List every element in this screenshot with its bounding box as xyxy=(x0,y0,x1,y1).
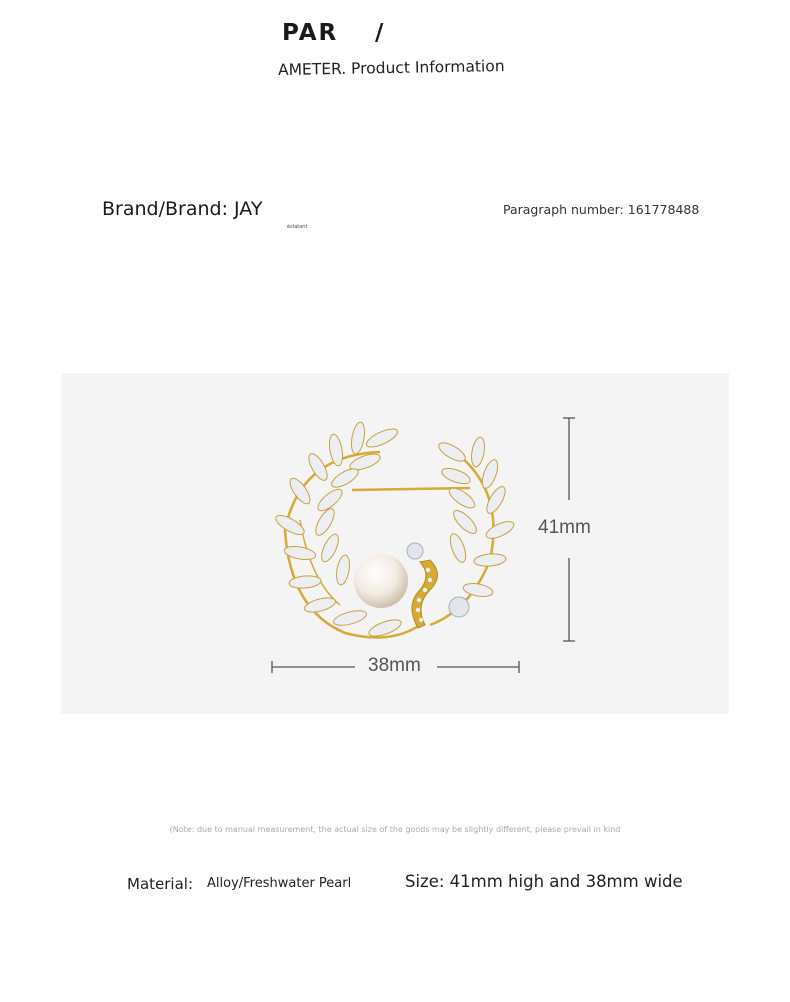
header-title-slash: / xyxy=(375,20,384,46)
gold-twist xyxy=(412,560,438,628)
freshwater-pearl xyxy=(354,554,408,608)
round-crystal xyxy=(449,597,469,617)
material-label: Material: xyxy=(127,875,193,893)
height-dimension-label: 41mm xyxy=(538,517,591,538)
header-subtitle: AMETER. Product Information xyxy=(277,57,505,79)
paragraph-number: Paragraph number: 161778488 xyxy=(503,202,700,217)
width-dimension-label: 38mm xyxy=(368,655,421,676)
brand-label: Brand/Brand: JAY xyxy=(102,198,263,220)
brand-small-text: éclatant xyxy=(287,224,308,230)
size-text: Size: 41mm high and 38mm wide xyxy=(405,872,683,891)
header-title-par: PAR xyxy=(282,20,339,46)
measurement-note: (Note: due to manual measurement, the actual size of the goods may be slightly different, please prevail in kind xyxy=(169,825,621,834)
brooch-image xyxy=(273,421,516,639)
round-crystal xyxy=(407,543,423,559)
material-value: Alloy/Freshwater Pearl xyxy=(207,876,352,891)
right-crystal-leaves xyxy=(436,436,516,598)
